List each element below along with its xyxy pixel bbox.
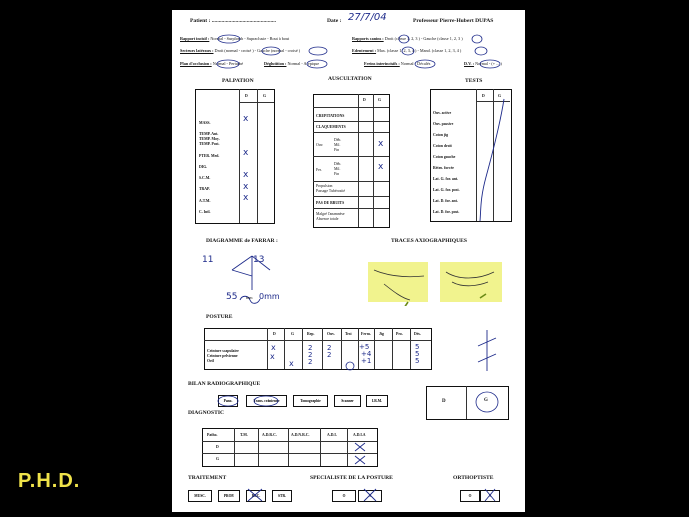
diagnostic-title: DIAGNOSTIC — [188, 410, 225, 416]
info-line-rapport-incisif: Rapport incisif : Normal - Surplomb - Supraclusie - Bout à bout — [180, 36, 290, 41]
posture-hw-12: 5 — [415, 343, 420, 351]
posture-hw-6: 2 — [308, 358, 313, 366]
bilan-g-label: G — [484, 398, 488, 403]
footer-label-phd: P.H.D. — [18, 470, 81, 492]
info-line-edentement: Edentement : Max. (classe 1, 2, 3, 4 ) - Mand. (classe 1, 2, 3, 4 ) — [352, 48, 462, 53]
palpation-row-temp-moy: TEMP. Moy. — [199, 137, 220, 141]
posture-hw-5: 2 — [308, 351, 313, 359]
diagnostic-col-adrc: A.D.R.C. — [262, 433, 277, 437]
auscultation-ouv-mil: Mil. — [334, 143, 341, 147]
tests-row-coton-jig: Coton jig — [433, 133, 449, 137]
palpation-row-c-intl: C. Intl. — [199, 210, 211, 214]
auscultation-fer-fin: Fin — [334, 172, 340, 176]
bilan-g-circle-icon — [472, 388, 502, 416]
posture-col-des: Dés. — [414, 332, 421, 336]
posture-title: POSTURE — [206, 314, 233, 320]
bilan-tomographie-button[interactable]: Tomographie — [293, 395, 328, 407]
traitement-title: TRAITEMENT — [188, 475, 227, 481]
date-label: Date : — [327, 18, 342, 24]
posture-row-pelvienne: Ceinture pelvienne — [207, 354, 238, 358]
tests-handwritten-line-icon — [472, 95, 512, 225]
auscultation-mark-2: x — [378, 162, 384, 172]
traitement-rec-mark-icon — [244, 486, 266, 504]
auscultation-title: AUSCULTATION — [328, 76, 372, 82]
palpation-row-scm: S.C.M. — [199, 176, 211, 180]
auscultation-row-malgre: Malgré l'anamnèse — [316, 212, 345, 216]
palpation-title: PALPATION — [222, 78, 254, 84]
tests-col-g: G — [498, 94, 501, 98]
date-handwritten: 27/7/04 — [348, 12, 387, 23]
palpation-mark-3: x — [243, 170, 249, 180]
bilan-irm-button[interactable]: I.R.M. — [366, 395, 388, 407]
auscultation-row-passage: Passage Tubérosité — [316, 189, 346, 193]
auscultation-row-fer: Fer. — [316, 168, 322, 172]
posture-col-ouv: Ouv. — [327, 332, 335, 336]
palpation-row-atm: A.T.M. — [199, 199, 211, 203]
orthoptiste-n-mark-icon — [481, 486, 499, 504]
bilan-pano-button[interactable]: Pano. — [218, 395, 238, 407]
posture-circle-mark-icon — [342, 360, 358, 372]
specialiste-o-button[interactable]: O — [332, 490, 356, 502]
specialiste-n-button[interactable]: N — [358, 490, 382, 502]
tests-row-retro-forcee: Rétro. forcée — [433, 166, 454, 170]
farrar-bottom-value-2: 0mm — [259, 292, 280, 301]
exam-form-sheet — [172, 10, 525, 512]
posture-col-test: Test — [345, 332, 352, 336]
palpation-mark-4: x — [243, 193, 249, 203]
diagnostic-col-adnrc: A.D.N.R.C. — [291, 433, 310, 437]
tests-col-d: D — [482, 94, 485, 98]
palpation-row-temp-ant: TEMP. Ant. — [199, 132, 219, 136]
farrar-title: DIAGRAMME de FARRAR : — [206, 238, 278, 244]
posture-side-symbol-icon — [472, 328, 502, 373]
farrar-bottom-value: 55 — [226, 292, 238, 302]
auscultation-col-g: G — [378, 98, 381, 102]
tests-row-lat-g-ant: Lat. G. for. ant. — [433, 177, 459, 181]
auscultation-col-d: D — [363, 98, 366, 102]
info-line-secteurs-lateraux: Secteurs latéraux : Droit (normal - croisé ) - Gauche (normal - croisé ) — [180, 48, 301, 53]
header-handwritten-circles-icon — [172, 10, 525, 80]
palpation-mark-5: x — [243, 182, 249, 192]
diagnostic-row-g: G — [216, 457, 219, 461]
diagnostic-col-tm: T.M. — [240, 433, 248, 437]
palpation-mark-2: x — [243, 148, 249, 158]
traitement-str-button[interactable]: STR. — [272, 490, 292, 502]
specialiste-title: SPECIALISTE DE LA POSTURE — [310, 475, 393, 481]
auscultation-row-ouv: Ouv. — [316, 143, 324, 147]
posture-col-ferm: Ferm. — [361, 332, 371, 336]
bilan-handwritten-marks-icon — [216, 390, 286, 410]
farrar-right-value: 13 — [253, 255, 265, 265]
palpation-mark-1: x — [243, 114, 249, 124]
posture-hw-1: x — [271, 343, 276, 352]
auscultation-ouv-fin: Fin — [334, 148, 340, 152]
auscultation-fer-mil: Mil. — [334, 167, 341, 171]
posture-col-rep: Rep. — [307, 332, 315, 336]
axio-title: TRACES AXIOGRAPHIQUES — [391, 238, 467, 244]
info-line-dv: D.V. : Normal - (+ ... ) — [464, 61, 502, 66]
tests-row-lat-d-post: Lat. D. for. post. — [433, 210, 460, 214]
diagnostic-col-patho: Patho. — [207, 433, 218, 437]
palpation-col-g: G — [263, 94, 266, 98]
info-line-plan-occlusion: Plan d'occlusion : Normal - Perturbé — [180, 61, 244, 66]
auscultation-ouv-deb: Déb. — [334, 138, 342, 142]
posture-hw-3: x — [289, 359, 294, 368]
info-line-deglutition: Déglutition : Normal - Atypique — [264, 61, 320, 66]
auscultation-mark-1: x — [378, 139, 384, 149]
posture-hw-4: 2 — [308, 344, 313, 352]
specialiste-n-mark-icon — [360, 486, 380, 504]
posture-hw-13: 5 — [415, 350, 420, 358]
diagnostic-row-d: D — [216, 445, 219, 449]
posture-hw-8: 2 — [327, 351, 332, 359]
bilan-title: BILAN RADIOGRAPHIQUE — [188, 381, 261, 387]
posture-col-d: D — [273, 332, 276, 336]
farrar-bottom-suffix: mm — [246, 295, 253, 300]
posture-hw-10: +4 — [361, 350, 372, 358]
auscultation-fer-deb: Déb. — [334, 162, 342, 166]
auscultation-row-claquements: CLAQUEMENTS — [316, 125, 346, 129]
tests-row-ouv-active: Ouv. active — [433, 111, 452, 115]
orthoptiste-n-button[interactable]: N — [480, 490, 500, 502]
tests-row-coton-droit: Coton droit — [433, 144, 452, 148]
farrar-left-value: 11 — [202, 255, 214, 265]
posture-hw-11: +1 — [361, 357, 372, 365]
orthoptiste-o-button[interactable]: O — [460, 490, 480, 502]
posture-row-scapulaire: Ceinture scapulaire — [207, 349, 239, 353]
bilan-scanner-button[interactable]: Scanner — [334, 395, 361, 407]
tests-row-lat-g-post: Lat. G. for. post. — [433, 188, 460, 192]
posture-hw-2: x — [270, 352, 275, 361]
diagnostic-col-adi: A.D.I. — [327, 433, 337, 437]
patient-label: Patient : .............................................. — [190, 18, 277, 24]
traitement-musc-button[interactable]: MUSC. — [188, 490, 212, 502]
diagnostic-handwritten-marks-icon — [350, 440, 370, 468]
traitement-prop-button[interactable]: PROP. — [218, 490, 240, 502]
palpation-row-trap: TRAP. — [199, 187, 210, 191]
info-line-freins: Freins interincisifs : Normal - Décalés — [364, 61, 431, 66]
posture-hw-7: 2 — [327, 344, 332, 352]
traitement-rec-button[interactable]: REC. — [246, 490, 266, 502]
auscultation-row-absence: Absence totale — [316, 217, 339, 221]
posture-hw-9: +5 — [359, 343, 370, 351]
posture-row-oeil: Oeil — [207, 359, 214, 363]
auscultation-row-propulsion: Propulsion — [316, 184, 333, 188]
bilan-trans-cranienne-button[interactable]: Trans. crânienne — [246, 395, 287, 407]
diagnostic-col-adia: A.D.I.A — [353, 433, 366, 437]
orthoptiste-title: ORTHOPTISTE — [453, 475, 494, 481]
posture-hw-14: 5 — [415, 357, 420, 365]
auscultation-row-crepitations: CREPITATIONS — [316, 114, 345, 118]
palpation-row-pter-med: PTER. Med. — [199, 154, 220, 158]
palpation-row-mass: MASS. — [199, 121, 211, 125]
axio-curves-icon — [368, 262, 508, 306]
tests-row-lat-d-ant: Lat. D. for. ant. — [433, 199, 458, 203]
bilan-d-label: D — [442, 399, 446, 404]
auscultation-row-pas-de-bruits: PAS DE BRUITS — [316, 201, 345, 205]
palpation-row-temp-post: TEMP. Post. — [199, 142, 220, 146]
tests-row-ouv-passive: Ouv. passive — [433, 122, 454, 126]
professor-name: Professeur Pierre-Hubert DUPAS — [413, 18, 494, 24]
info-line-rapports-canins: Rapports canins : Droit (classe 1, 2, 3 ) - Gauche (classe 1, 2, 3 ) — [352, 36, 463, 41]
palpation-row-dig: DIG. — [199, 165, 208, 169]
posture-col-jig: Jig — [379, 332, 384, 336]
palpation-col-d: D — [245, 94, 248, 98]
posture-col-g: G — [291, 332, 294, 336]
tests-title: TESTS — [465, 78, 483, 84]
posture-col-pro: Pro. — [396, 332, 403, 336]
tests-row-coton-gauche: Coton gauche — [433, 155, 456, 159]
